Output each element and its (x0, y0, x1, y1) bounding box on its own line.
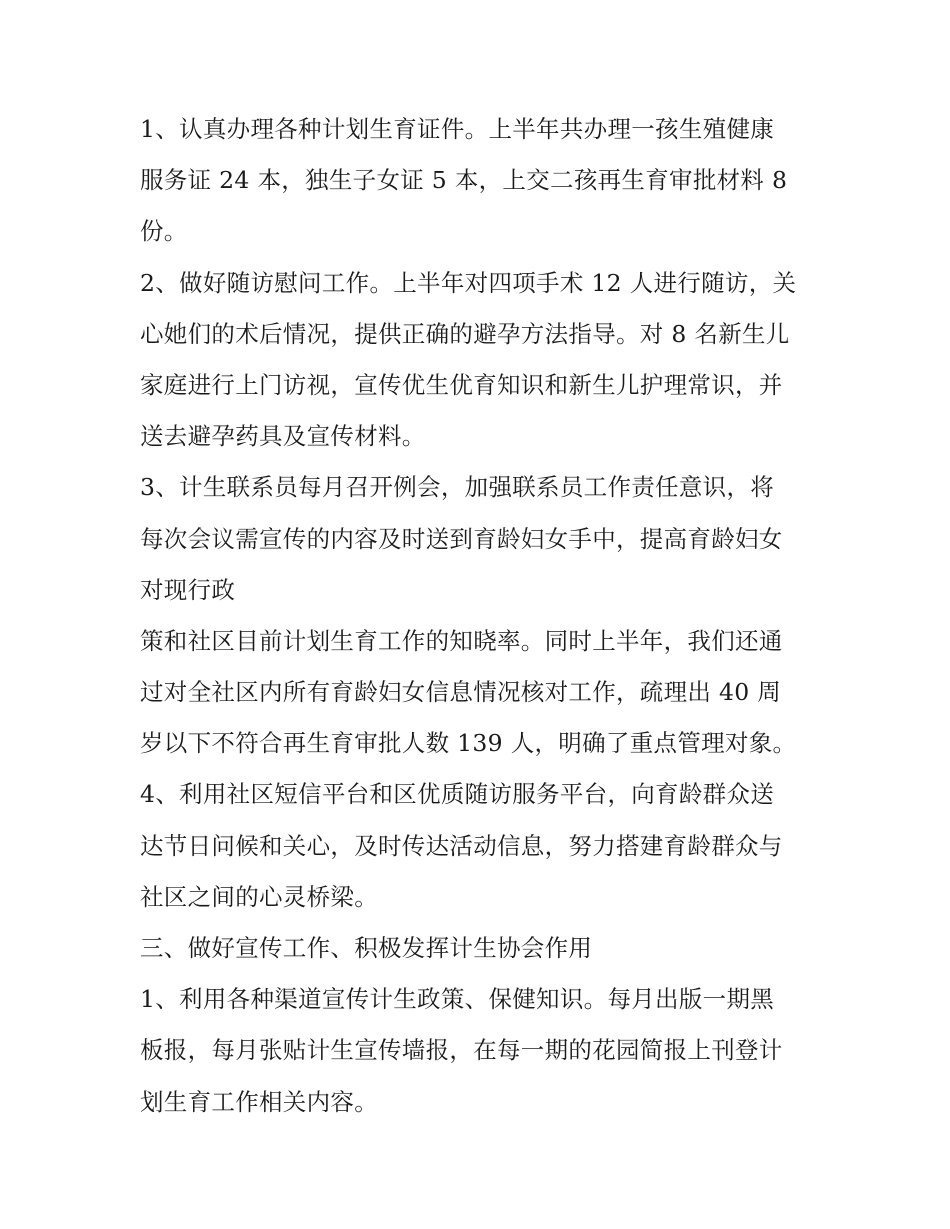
text-line: 每次会议需宣传的内容及时送到育龄妇女手中，提高育龄妇女 (140, 524, 783, 553)
text-line: 策和社区目前计划生育工作的知晓率。同时上半年，我们还通 (140, 626, 783, 655)
text-line: 岁以下不符合再生育审批人数 139 人，明确了重点管理对象。 (140, 729, 797, 758)
document-body (140, 104, 830, 1128)
text-line: 1、利用各种渠道宣传计生政策、保健知识。每月出版一期黑 (140, 985, 775, 1014)
text-line: 3、计生联系员每月召开例会，加强联系员工作责任意识，将 (140, 473, 775, 502)
text-line: 家庭进行上门访视，宣传优生优育知识和新生儿护理常识，并 (140, 370, 783, 399)
text-line: 板报，每月张贴计生宣传墙报，在每一期的花园简报上刊登计 (140, 1036, 783, 1065)
text-line: 送去避孕药具及宣传材料。 (140, 422, 426, 451)
text-line: 1、认真办理各种计划生育证件。上半年共办理一孩生殖健康 (140, 115, 775, 143)
text-line: 份。 (140, 217, 188, 246)
text-line: 4、利用社区短信平台和区优质随访服务平台，向育龄群众送 (140, 780, 775, 809)
text-line: 对现行政 (140, 575, 236, 604)
text-line: 社区之间的心灵桥梁。 (140, 882, 378, 911)
text-line: 划生育工作相关内容。 (140, 1087, 378, 1116)
text-line: 过对全社区内所有育龄妇女信息情况核对工作，疏理出 40 周 (140, 678, 782, 707)
text-line: 达节日问候和关心，及时传达活动信息，努力搭建育龄群众与 (140, 831, 783, 860)
section-heading: 三、做好宣传工作、积极发挥计生协会作用 (140, 934, 593, 962)
text-line: 2、做好随访慰问工作。上半年对四项手术 12 人进行随访，关 (140, 268, 797, 297)
text-line: 服务证 24 本，独生子女证 5 本，上交二孩再生育审批材料 8 (140, 166, 788, 195)
text-line: 心她们的术后情况，提供正确的避孕方法指导。对 8 名新生儿 (140, 319, 790, 348)
